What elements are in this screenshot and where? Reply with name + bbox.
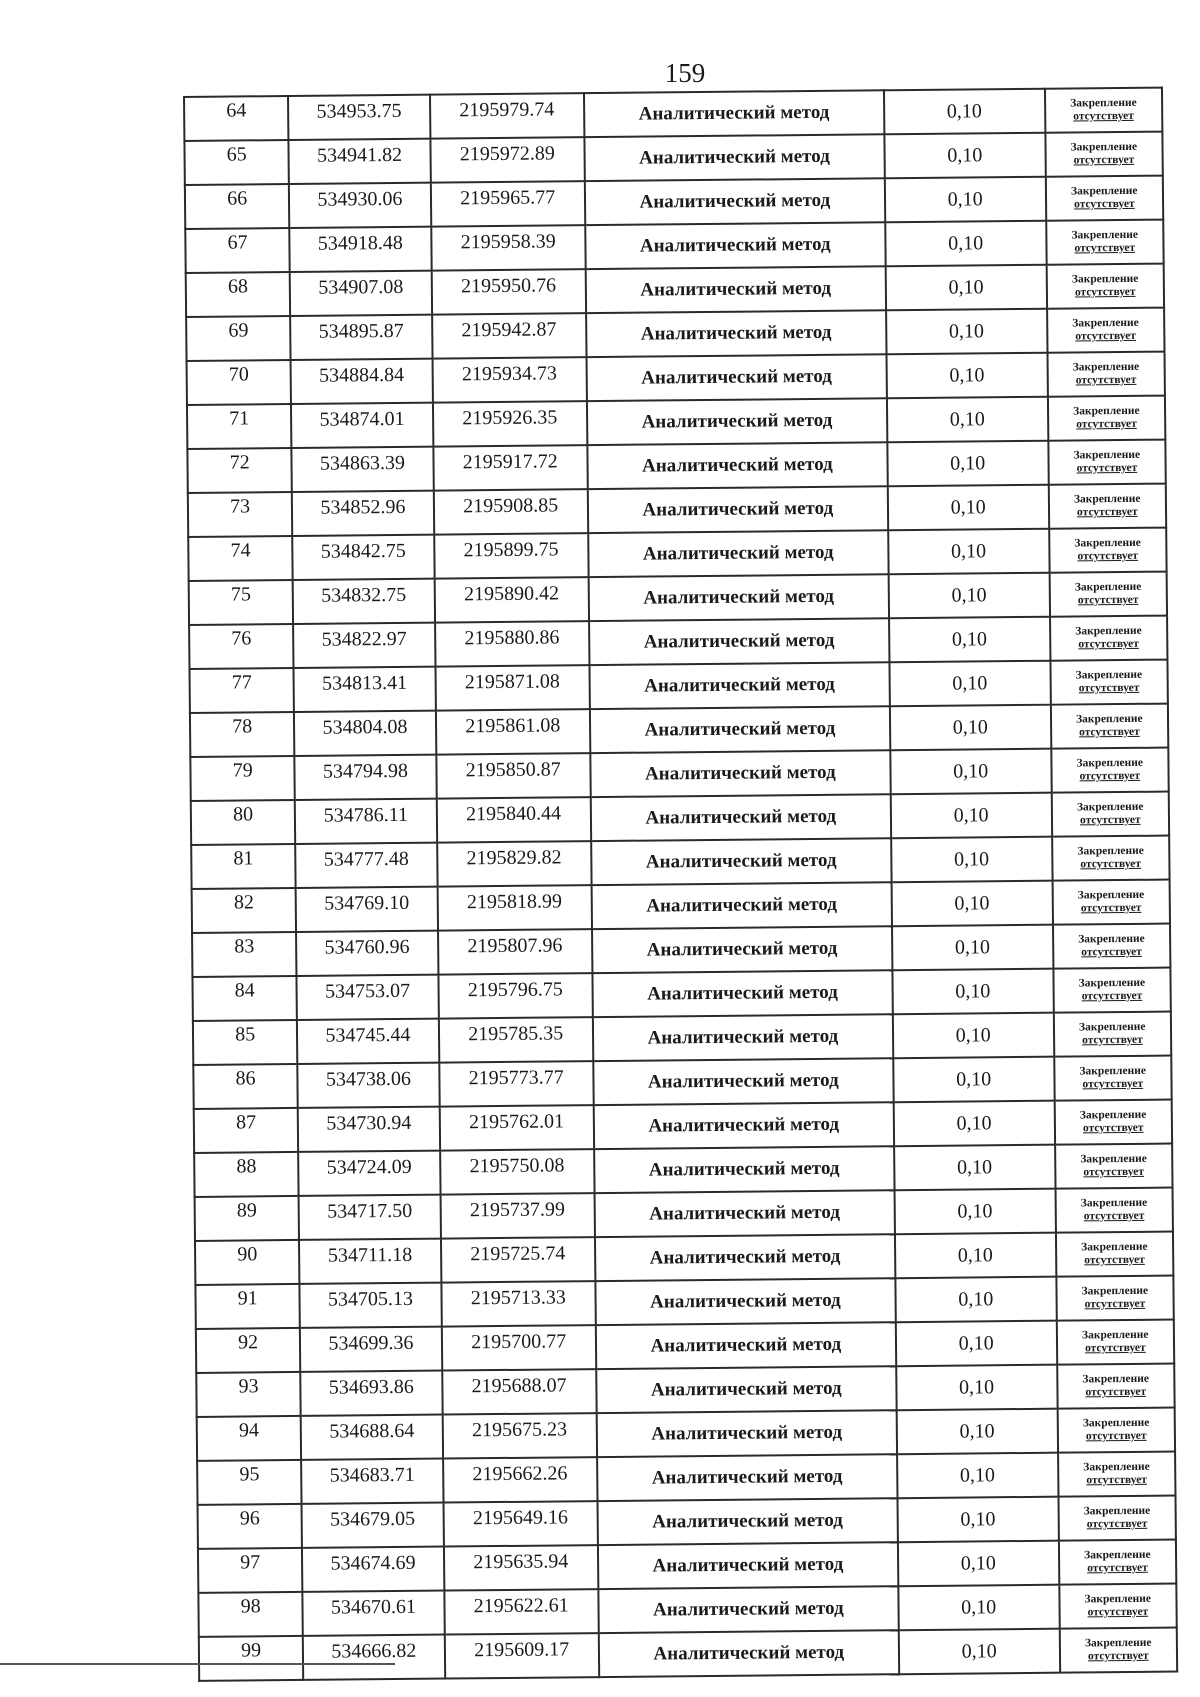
y-coordinate-cell: 2195917.72 (433, 445, 588, 490)
error-cell: 0,10 (890, 749, 1051, 795)
error-cell: 0,10 (884, 89, 1045, 135)
fixation-cell (1045, 88, 1163, 133)
fixation-line-1: Закрепление (1076, 800, 1144, 814)
x-coordinate-cell: 534863.39 (292, 447, 434, 492)
point-number-cell: 89 (195, 1196, 300, 1241)
method-cell: Аналитический метод (589, 574, 889, 621)
x-coordinate-cell: 534895.87 (290, 315, 432, 360)
fixation-line-1: Закрепление (1084, 1636, 1152, 1650)
fixation-cell (1054, 1056, 1172, 1101)
fixation-line-2: отсутствует (1078, 637, 1139, 651)
fixation-cell (1055, 1144, 1173, 1189)
method-cell: Аналитический метод (589, 662, 889, 709)
fixation-line-1: Закрепление (1082, 1372, 1149, 1386)
fixation-cell (1057, 1364, 1175, 1409)
fixation-cell (1056, 1276, 1174, 1321)
point-number-cell: 84 (192, 976, 297, 1021)
method-cell: Аналитический метод (590, 750, 890, 797)
fixation-line-1: Закрепление (1073, 492, 1141, 506)
method-cell: Аналитический метод (586, 266, 886, 313)
point-number-cell: 66 (185, 184, 290, 229)
method-cell: Аналитический метод (587, 442, 887, 489)
method-cell: Аналитический метод (594, 1102, 894, 1149)
x-coordinate-cell: 534786.11 (295, 799, 437, 844)
error-cell: 0,10 (885, 221, 1046, 267)
method-cell: Аналитический метод (586, 310, 886, 357)
fixation-line-2: отсутствует (1073, 109, 1134, 123)
y-coordinate-cell: 2195796.75 (438, 973, 593, 1018)
fixation-line-2: отсутствует (1075, 329, 1136, 343)
point-number-cell: 88 (194, 1152, 299, 1197)
fixation-line-1: Закрепление (1074, 536, 1141, 550)
fixation-line-1: Закрепление (1071, 272, 1139, 286)
fixation-line-2: отсутствует (1084, 1253, 1145, 1267)
fixation-line-2: отсутствует (1074, 285, 1136, 299)
fixation-line-2: отсутствует (1087, 1649, 1149, 1663)
method-cell: Аналитический метод (596, 1366, 896, 1413)
fixation-line-1: Закрепление (1083, 1504, 1151, 1518)
point-number-cell: 74 (188, 536, 293, 581)
fixation-line-2: отсутствует (1083, 1165, 1145, 1179)
x-coordinate-cell: 534842.75 (293, 535, 435, 580)
error-cell: 0,10 (884, 133, 1045, 179)
fixation-cell (1045, 176, 1163, 221)
method-cell: Аналитический метод (598, 1542, 898, 1589)
x-coordinate-cell: 534832.75 (293, 579, 435, 624)
table-body (184, 88, 1177, 1681)
fixation-cell (1053, 968, 1171, 1013)
fixation-cell (1047, 352, 1165, 397)
error-cell: 0,10 (891, 793, 1052, 839)
method-cell: Аналитический метод (598, 1586, 898, 1633)
x-coordinate-cell: 534813.41 (294, 667, 436, 712)
point-number-cell: 75 (189, 580, 294, 625)
method-cell: Аналитический метод (585, 178, 885, 225)
fixation-cell (1045, 132, 1163, 177)
x-coordinate-cell: 534724.09 (298, 1151, 440, 1196)
fixation-line-1: Закрепление (1080, 1196, 1148, 1210)
error-cell: 0,10 (896, 1321, 1057, 1367)
method-cell: Аналитический метод (591, 838, 891, 885)
fixation-line-1: Закрепление (1071, 228, 1138, 242)
fixation-line-1: Закрепление (1075, 668, 1143, 682)
fixation-line-2: отсутствует (1084, 1341, 1146, 1355)
fixation-line-1: Закрепление (1078, 976, 1146, 990)
fixation-line-1: Закрепление (1076, 712, 1143, 726)
point-number-cell: 80 (191, 800, 296, 845)
error-cell: 0,10 (893, 1013, 1054, 1059)
error-cell: 0,10 (887, 397, 1048, 443)
fixation-line-2: отсутствует (1077, 593, 1139, 607)
point-number-cell: 98 (198, 1592, 303, 1637)
method-cell: Аналитический метод (586, 354, 886, 401)
coordinates-table (183, 87, 1178, 1682)
y-coordinate-cell: 2195609.17 (444, 1633, 599, 1678)
y-coordinate-cell: 2195958.39 (431, 225, 586, 270)
y-coordinate-cell: 2195649.16 (443, 1501, 598, 1546)
fixation-line-1: Закрепление (1074, 580, 1142, 594)
y-coordinate-cell: 2195750.08 (440, 1149, 595, 1194)
x-coordinate-cell: 534711.18 (299, 1239, 441, 1284)
y-coordinate-cell: 2195899.75 (434, 533, 589, 578)
y-coordinate-cell: 2195675.23 (442, 1413, 597, 1458)
x-coordinate-cell: 534666.82 (303, 1635, 445, 1680)
fixation-cell (1058, 1496, 1176, 1541)
error-cell: 0,10 (893, 1101, 1054, 1147)
method-cell: Аналитический метод (593, 1014, 893, 1061)
method-cell: Аналитический метод (596, 1322, 896, 1369)
method-cell: Аналитический метод (584, 90, 884, 137)
fixation-cell (1051, 792, 1169, 837)
method-cell: Аналитический метод (589, 618, 889, 665)
x-coordinate-cell: 534930.06 (289, 183, 431, 228)
x-coordinate-cell: 534769.10 (296, 887, 438, 932)
fixation-line-2: отсутствует (1074, 197, 1135, 211)
y-coordinate-cell: 2195737.99 (440, 1193, 595, 1238)
fixation-cell (1046, 264, 1164, 309)
method-cell: Аналитический метод (587, 398, 887, 445)
fixation-cell (1048, 440, 1166, 485)
fixation-line-1: Закрепление (1081, 1284, 1149, 1298)
point-number-cell: 77 (190, 668, 295, 713)
x-coordinate-cell: 534753.07 (297, 975, 439, 1020)
fixation-line-2: отсутствует (1081, 989, 1143, 1003)
y-coordinate-cell: 2195622.61 (444, 1589, 599, 1634)
fixation-line-2: отсутствует (1081, 945, 1142, 959)
point-number-cell: 86 (193, 1064, 298, 1109)
fixation-line-2: отсутствует (1087, 1561, 1148, 1575)
error-cell: 0,10 (891, 881, 1052, 927)
x-coordinate-cell: 534941.82 (289, 139, 431, 184)
fixation-line-1: Закрепление (1070, 140, 1138, 154)
y-coordinate-cell: 2195688.07 (442, 1369, 597, 1414)
fixation-line-1: Закрепление (1070, 184, 1138, 198)
y-coordinate-cell: 2195700.77 (441, 1325, 596, 1370)
fixation-cell (1054, 1100, 1172, 1145)
point-number-cell: 99 (199, 1636, 304, 1681)
x-coordinate-cell: 534907.08 (290, 271, 432, 316)
x-coordinate-cell: 534738.06 (298, 1063, 440, 1108)
error-cell: 0,10 (891, 837, 1052, 883)
fixation-line-2: отсутствует (1076, 417, 1137, 431)
method-cell: Аналитический метод (595, 1234, 895, 1281)
x-coordinate-cell: 534918.48 (290, 227, 432, 272)
x-coordinate-cell: 534730.94 (298, 1107, 440, 1152)
fixation-cell (1052, 836, 1170, 881)
error-cell: 0,10 (889, 617, 1050, 663)
y-coordinate-cell: 2195926.35 (433, 401, 588, 446)
x-coordinate-cell: 534884.84 (291, 359, 433, 404)
method-cell: Аналитический метод (594, 1146, 894, 1193)
method-cell: Аналитический метод (592, 970, 892, 1017)
error-cell: 0,10 (886, 309, 1047, 355)
method-cell: Аналитический метод (591, 794, 891, 841)
method-cell: Аналитический метод (599, 1630, 899, 1677)
fixation-cell (1056, 1232, 1174, 1277)
fixation-line-2: отсутствует (1082, 1033, 1143, 1047)
fixation-line-1: Закрепление (1079, 1064, 1146, 1078)
x-coordinate-cell: 534852.96 (292, 491, 434, 536)
fixation-line-1: Закрепление (1078, 932, 1145, 946)
fixation-line-1: Закрепление (1072, 316, 1139, 330)
error-cell: 0,10 (898, 1585, 1059, 1631)
fixation-line-1: Закрепление (1081, 1240, 1148, 1254)
fixation-line-2: отсутствует (1079, 725, 1140, 739)
method-cell: Аналитический метод (588, 530, 888, 577)
fixation-line-1: Закрепление (1083, 1460, 1150, 1474)
method-cell: Аналитический метод (597, 1454, 897, 1501)
method-cell: Аналитический метод (590, 706, 890, 753)
x-coordinate-cell: 534760.96 (296, 931, 438, 976)
point-number-cell: 78 (190, 712, 295, 757)
fixation-line-2: отсутствует (1079, 813, 1141, 827)
error-cell: 0,10 (899, 1629, 1060, 1675)
point-number-cell: 91 (195, 1284, 300, 1329)
fixation-cell (1048, 484, 1166, 529)
error-cell: 0,10 (888, 573, 1049, 619)
x-coordinate-cell: 534679.05 (302, 1503, 444, 1548)
fixation-line-2: отсутствует (1083, 1209, 1145, 1223)
error-cell: 0,10 (895, 1277, 1056, 1323)
method-cell: Аналитический метод (588, 486, 888, 533)
error-cell: 0,10 (896, 1409, 1057, 1455)
fixation-cell (1050, 660, 1168, 705)
fixation-line-1: Закрепление (1077, 844, 1144, 858)
point-number-cell: 73 (188, 492, 293, 537)
coordinates-table-wrapper (183, 87, 1178, 1682)
point-number-cell: 97 (198, 1548, 303, 1593)
error-cell: 0,10 (887, 441, 1048, 487)
y-coordinate-cell: 2195807.96 (438, 929, 593, 974)
method-cell: Аналитический метод (597, 1410, 897, 1457)
method-cell: Аналитический метод (597, 1498, 897, 1545)
point-number-cell: 68 (186, 272, 291, 317)
fixation-line-1: Закрепление (1072, 360, 1140, 374)
y-coordinate-cell: 2195818.99 (437, 885, 592, 930)
fixation-cell (1059, 1628, 1177, 1673)
x-coordinate-cell: 534804.08 (294, 711, 436, 756)
error-cell: 0,10 (897, 1497, 1058, 1543)
y-coordinate-cell: 2195871.08 (435, 665, 590, 710)
error-cell: 0,10 (894, 1145, 1055, 1191)
fixation-line-2: отсутствует (1086, 1473, 1147, 1487)
fixation-line-2: отсутствует (1074, 241, 1136, 255)
method-cell: Аналитический метод (594, 1190, 894, 1237)
x-coordinate-cell: 534822.97 (293, 623, 435, 668)
point-number-cell: 95 (197, 1460, 302, 1505)
y-coordinate-cell: 2195785.35 (438, 1017, 593, 1062)
point-number-cell: 92 (196, 1328, 301, 1373)
fixation-cell (1059, 1540, 1177, 1585)
fixation-line-2: отсутствует (1082, 1121, 1144, 1135)
y-coordinate-cell: 2195861.08 (435, 709, 590, 754)
y-coordinate-cell: 2195942.87 (432, 313, 587, 358)
method-cell: Аналитический метод (593, 1058, 893, 1105)
y-coordinate-cell: 2195635.94 (444, 1545, 599, 1590)
x-coordinate-cell: 534683.71 (301, 1459, 443, 1504)
x-coordinate-cell: 534777.48 (295, 843, 437, 888)
fixation-cell (1049, 572, 1167, 617)
point-number-cell: 79 (190, 756, 295, 801)
fixation-cell (1049, 528, 1167, 573)
x-coordinate-cell: 534794.98 (295, 755, 437, 800)
fixation-cell (1051, 748, 1169, 793)
error-cell: 0,10 (896, 1365, 1057, 1411)
fixation-line-1: Закрепление (1073, 448, 1141, 462)
fixation-line-1: Закрепление (1084, 1592, 1152, 1606)
x-coordinate-cell: 534745.44 (297, 1019, 439, 1064)
fixation-line-2: отсутствует (1086, 1517, 1148, 1531)
point-number-cell: 64 (184, 96, 289, 141)
point-number-cell: 67 (185, 228, 290, 273)
y-coordinate-cell: 2195908.85 (433, 489, 588, 534)
fixation-line-1: Закрепление (1073, 404, 1140, 418)
x-coordinate-cell: 534699.36 (300, 1327, 442, 1372)
x-coordinate-cell: 534674.69 (302, 1547, 444, 1592)
fixation-line-1: Закрепление (1076, 756, 1144, 770)
fixation-cell (1055, 1188, 1173, 1233)
method-cell: Аналитический метод (585, 222, 885, 269)
fixation-cell (1053, 1012, 1171, 1057)
method-cell: Аналитический метод (595, 1278, 895, 1325)
y-coordinate-cell: 2195972.89 (430, 137, 585, 182)
method-cell: Аналитический метод (584, 134, 884, 181)
x-coordinate-cell: 534670.61 (303, 1591, 445, 1636)
error-cell: 0,10 (888, 529, 1049, 575)
point-number-cell: 82 (192, 888, 297, 933)
point-number-cell: 90 (195, 1240, 300, 1285)
table-row (199, 1628, 1177, 1681)
x-coordinate-cell: 534874.01 (291, 403, 433, 448)
point-number-cell: 71 (187, 404, 292, 449)
x-coordinate-cell: 534705.13 (300, 1283, 442, 1328)
fixation-line-2: отсутствует (1076, 505, 1138, 519)
y-coordinate-cell: 2195880.86 (435, 621, 590, 666)
error-cell: 0,10 (893, 1057, 1054, 1103)
fixation-line-2: отсутствует (1087, 1605, 1149, 1619)
y-coordinate-cell: 2195965.77 (430, 181, 585, 226)
fixation-line-2: отсутствует (1078, 681, 1140, 695)
y-coordinate-cell: 2195979.74 (430, 93, 585, 138)
point-number-cell: 96 (198, 1504, 303, 1549)
error-cell: 0,10 (889, 661, 1050, 707)
fixation-cell (1057, 1408, 1175, 1453)
error-cell: 0,10 (890, 705, 1051, 751)
fixation-cell (1050, 704, 1168, 749)
fixation-line-1: Закрепление (1078, 1020, 1146, 1034)
method-cell: Аналитический метод (591, 882, 891, 929)
fixation-line-1: Закрепление (1075, 624, 1142, 638)
fixation-cell (1059, 1584, 1177, 1629)
y-coordinate-cell: 2195773.77 (439, 1061, 594, 1106)
fixation-line-2: отсутствует (1080, 901, 1142, 915)
fixation-cell (1058, 1452, 1176, 1497)
fixation-line-1: Закрепление (1070, 96, 1137, 110)
point-number-cell: 94 (197, 1416, 302, 1461)
y-coordinate-cell: 2195840.44 (436, 797, 591, 842)
point-number-cell: 87 (194, 1108, 299, 1153)
point-number-cell: 70 (187, 360, 292, 405)
y-coordinate-cell: 2195934.73 (432, 357, 587, 402)
fixation-cell (1047, 308, 1165, 353)
error-cell: 0,10 (886, 353, 1047, 399)
fixation-line-1: Закрепление (1077, 888, 1145, 902)
fixation-line-2: отсутствует (1085, 1429, 1147, 1443)
fixation-cell (1050, 616, 1168, 661)
fixation-cell (1056, 1320, 1174, 1365)
fixation-line-2: отсутствует (1075, 373, 1137, 387)
error-cell: 0,10 (894, 1189, 1055, 1235)
error-cell: 0,10 (892, 969, 1053, 1015)
y-coordinate-cell: 2195762.01 (439, 1105, 594, 1150)
point-number-cell: 76 (189, 624, 294, 669)
point-number-cell: 93 (196, 1372, 301, 1417)
fixation-line-1: Закрепление (1080, 1152, 1147, 1166)
fixation-line-2: отсутствует (1082, 1077, 1144, 1091)
error-cell: 0,10 (897, 1453, 1058, 1499)
fixation-line-2: отсутствует (1079, 769, 1141, 783)
error-cell: 0,10 (885, 177, 1046, 223)
fixation-line-2: отсутствует (1077, 549, 1139, 563)
point-number-cell: 81 (191, 844, 296, 889)
fixation-cell (1046, 220, 1164, 265)
y-coordinate-cell: 2195850.87 (436, 753, 591, 798)
fixation-line-1: Закрепление (1084, 1548, 1151, 1562)
x-coordinate-cell: 534953.75 (288, 95, 430, 140)
y-coordinate-cell: 2195713.33 (441, 1281, 596, 1326)
x-coordinate-cell: 534688.64 (301, 1415, 443, 1460)
point-number-cell: 83 (192, 932, 297, 977)
fixation-line-2: отсутствует (1085, 1385, 1147, 1399)
fixation-cell (1052, 880, 1170, 925)
fixation-line-1: Закрепление (1082, 1416, 1150, 1430)
fixation-line-2: отсутствует (1084, 1297, 1146, 1311)
error-cell: 0,10 (898, 1541, 1059, 1587)
y-coordinate-cell: 2195890.42 (434, 577, 589, 622)
x-coordinate-cell: 534693.86 (301, 1371, 443, 1416)
fixation-line-2: отсутствует (1073, 153, 1135, 167)
page-number: 159 (664, 58, 706, 88)
y-coordinate-cell: 2195725.74 (441, 1237, 596, 1282)
error-cell: 0,10 (885, 265, 1046, 311)
y-coordinate-cell: 2195950.76 (431, 269, 586, 314)
fixation-line-1: Закрепление (1081, 1328, 1149, 1342)
fixation-line-1: Закрепление (1079, 1108, 1147, 1122)
error-cell: 0,10 (892, 925, 1053, 971)
fixation-cell (1053, 924, 1171, 969)
error-cell: 0,10 (895, 1233, 1056, 1279)
y-coordinate-cell: 2195662.26 (443, 1457, 598, 1502)
point-number-cell: 65 (184, 140, 289, 185)
point-number-cell: 69 (186, 316, 291, 361)
method-cell: Аналитический метод (592, 926, 892, 973)
footnote-separator (0, 1663, 395, 1665)
fixation-line-2: отсутствует (1080, 857, 1142, 871)
fixation-line-2: отсутствует (1076, 461, 1138, 475)
error-cell: 0,10 (888, 485, 1049, 531)
x-coordinate-cell: 534717.50 (299, 1195, 441, 1240)
y-coordinate-cell: 2195829.82 (437, 841, 592, 886)
fixation-cell (1048, 396, 1166, 441)
point-number-cell: 72 (187, 448, 292, 493)
point-number-cell: 85 (193, 1020, 298, 1065)
